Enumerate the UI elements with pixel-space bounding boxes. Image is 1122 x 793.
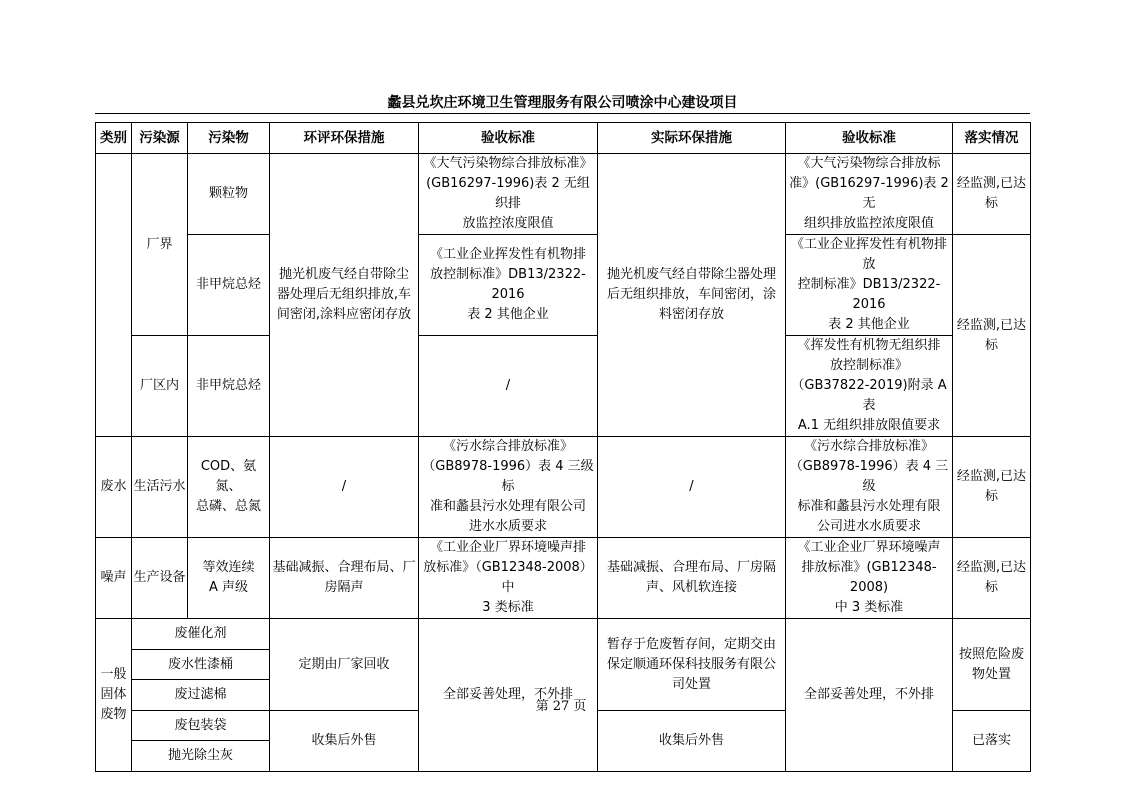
col-header-actual-measures: 实际环保措施 (598, 123, 786, 154)
cell-actual-measure: 收集后外售 (598, 711, 786, 772)
cell-source: 生产设备 (132, 538, 188, 619)
cell-eia-measure: 基础减振、合理布局、厂 房隔声 (270, 538, 419, 619)
cell-waste-item: 废过滤棉 (132, 680, 270, 711)
cell-source: 厂界 (132, 154, 188, 336)
cell-waste-item: 废催化剂 (132, 619, 270, 650)
cell-verification: 《污水综合排放标准》 （GB8978-1996）表 4 三级 标准和蠡县污水处理有限 公司进水水质要求 (786, 437, 953, 538)
table-header-row (96, 123, 1031, 154)
cell-eia-measure: 抛光机废气经自带除尘 器处理后无组织排放,车 间密闭,涂料应密闭存放 (270, 154, 419, 437)
cell-actual-measure: 基础减振、合理布局、厂房隔 声、风机软连接 (598, 538, 786, 619)
cell-waste-item: 废水性漆桶 (132, 650, 270, 680)
cell-verification: 全部妥善处理，不外排 (786, 619, 953, 772)
col-header-eia-measures: 环评环保措施 (270, 123, 419, 154)
col-header-standard: 验收标准 (419, 123, 598, 154)
cell-result: 经监测,已达 标 (953, 437, 1031, 538)
cell-standard: 《工业企业挥发性有机物排 放控制标准》DB13/2322-2016 表 2 其他企业 (419, 235, 598, 336)
cell-category: 一般 固体 废物 (96, 619, 132, 772)
cell-source: 厂区内 (132, 336, 188, 437)
cell-result: 已落实 (953, 711, 1031, 772)
col-header-source: 污染源 (132, 123, 188, 154)
cell-pollutant: 非甲烷总烃 (188, 235, 270, 336)
cell-waste-item: 废包装袋 (132, 711, 270, 741)
cell-actual-measure: / (598, 437, 786, 538)
cell-eia-measure: 定期由厂家回收 (270, 619, 419, 711)
cell-result: 经监测,已达 标 (953, 154, 1031, 235)
cell-category-gas (96, 154, 132, 437)
cell-category: 噪声 (96, 538, 132, 619)
table-row (96, 538, 1031, 619)
cell-pollutant: COD、氨氮、 总磷、总氮 (188, 437, 270, 538)
cell-category: 废水 (96, 437, 132, 538)
cell-actual-measure: 暂存于危废暂存间，定期交由 保定顺通环保科技服务有限公 司处置 (598, 619, 786, 711)
cell-standard: 全部妥善处理，不外排 (419, 619, 598, 772)
table-row (96, 235, 1031, 336)
document-header-title: 蠡县兑坎庄环境卫生管理服务有限公司喷涂中心建设项目 (387, 95, 738, 111)
col-header-verification-standard: 验收标准 (786, 123, 953, 154)
table-row (96, 619, 1031, 650)
cell-pollutant: 非甲烷总烃 (188, 336, 270, 437)
cell-pollutant: 等效连续 A 声级 (188, 538, 270, 619)
cell-result: 经监测,已达 标 (953, 538, 1031, 619)
page-number: 第 27 页 (535, 699, 587, 714)
cell-verification: 《大气污染物综合排放标 准》(GB16297-1996)表 2 无 组织排放监控浓度限值 (786, 154, 953, 235)
col-header-pollutant: 污染物 (188, 123, 270, 154)
cell-result: 经监测,已达 标 (953, 235, 1031, 437)
cell-pollutant: 颗粒物 (188, 154, 270, 235)
table-row (96, 437, 1031, 538)
cell-result: 按照危险废 物处置 (953, 619, 1031, 711)
cell-standard: 《工业企业厂界环境噪声排 放标准》（GB12348-2008）中 3 类标准 (419, 538, 598, 619)
col-header-category: 类别 (96, 123, 132, 154)
cell-verification: 《挥发性有机物无组织排 放控制标准》 （GB37822-2019)附录 A 表 A.1 无组织排放限值要求 (786, 336, 953, 437)
table-row (96, 154, 1031, 235)
cell-source: 生活污水 (132, 437, 188, 538)
cell-standard: 《大气污染物综合排放标准》 (GB16297-1996)表 2 无组织排 放监控浓度限值 (419, 154, 598, 235)
header-rule (95, 113, 1030, 114)
cell-eia-measure: / (270, 437, 419, 538)
acceptance-table (95, 122, 1031, 772)
cell-verification: 《工业企业厂界环境噪声 排放标准》(GB12348-2008) 中 3 类标准 (786, 538, 953, 619)
cell-standard: 《污水综合排放标准》 （GB8978-1996）表 4 三级标 准和蠡县污水处理有限公司 进水水质要求 (419, 437, 598, 538)
cell-waste-item: 抛光除尘灰 (132, 741, 270, 772)
table-row (96, 336, 1031, 437)
col-header-implementation: 落实情况 (953, 123, 1031, 154)
cell-standard: / (419, 336, 598, 437)
cell-eia-measure: 收集后外售 (270, 711, 419, 772)
cell-actual-measure: 抛光机废气经自带除尘器处理 后无组织排放，车间密闭，涂 料密闭存放 (598, 154, 786, 437)
cell-verification: 《工业企业挥发性有机物排放 控制标准》DB13/2322-2016 表 2 其他企业 (786, 235, 953, 336)
